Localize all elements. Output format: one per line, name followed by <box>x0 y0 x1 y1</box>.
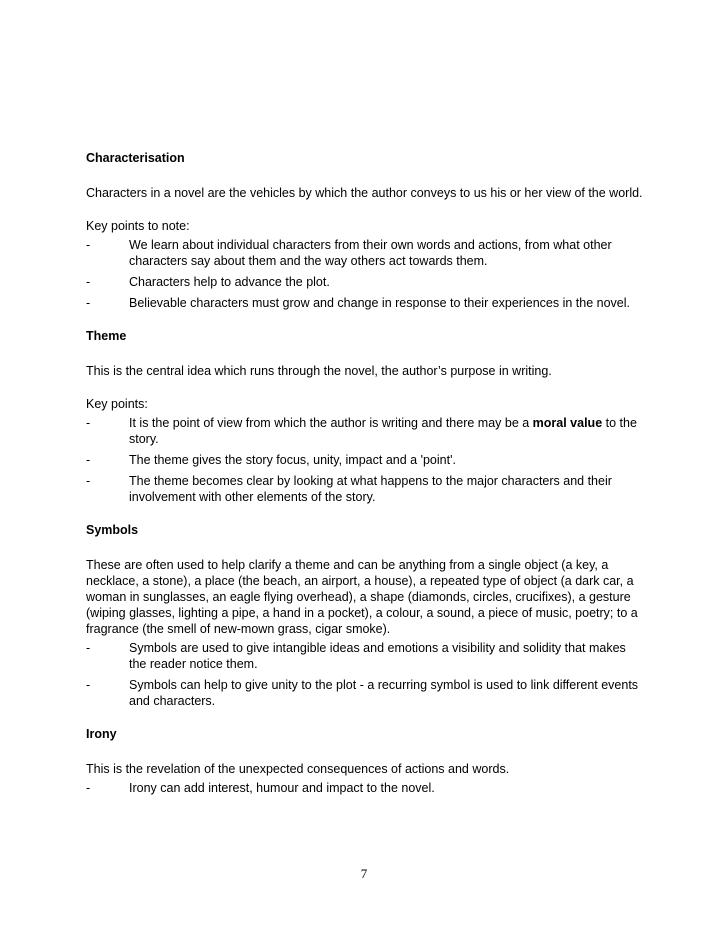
symbols-list <box>86 640 646 709</box>
list-item-text-part: to the story. <box>129 416 637 446</box>
list-item <box>86 677 646 709</box>
list-item-text: The theme gives the story focus, unity, impact and a 'point'. <box>129 453 456 467</box>
bullet-dash: - <box>86 296 91 310</box>
list-item <box>86 452 646 468</box>
list-item-text: Irony can add interest, humour and impact to the novel. <box>129 781 435 795</box>
bullet-dash: - <box>86 275 91 289</box>
bullet-dash: - <box>86 474 91 488</box>
moral-value-emphasis: moral value <box>532 416 603 430</box>
list-item-text: Characters help to advance the plot. <box>129 275 330 289</box>
section-heading-symbols: Symbols <box>86 523 139 537</box>
characterisation-intro: Characters in a novel are the vehicles by which the author conveys to us his or her view of the world. <box>86 186 643 200</box>
irony-intro: This is the revelation of the unexpected consequences of actions and words. <box>86 762 510 776</box>
section-heading-theme: Theme <box>86 329 127 343</box>
bullet-dash: - <box>86 238 91 252</box>
irony-list <box>86 780 646 796</box>
list-item-text-part: It is the point of view from which the author is writing and there may be a <box>129 416 533 430</box>
characterisation-list <box>86 237 646 311</box>
page-content <box>86 150 646 813</box>
bullet-dash: - <box>86 453 91 467</box>
bullet-dash: - <box>86 641 91 655</box>
list-item <box>86 415 646 447</box>
list-item <box>86 237 646 269</box>
list-item-text: Symbols are used to give intangible ideas and emotions a visibility and solidity that makes the reader notice them. <box>129 641 626 671</box>
bullet-dash: - <box>86 781 91 795</box>
list-item-text: The theme becomes clear by looking at what happens to the major characters and their involvement with other elements of the story. <box>129 474 612 504</box>
theme-list <box>86 415 646 505</box>
list-item-text: Believable characters must grow and change in response to their experiences in the novel. <box>129 296 630 310</box>
list-item-text: Symbols can help to give unity to the plot - a recurring symbol is used to link different events and characters. <box>129 678 639 708</box>
section-heading-irony: Irony <box>86 727 117 741</box>
list-item-text: We learn about individual characters from their own words and actions, from what other characters say about them and the way others act towards them. <box>129 238 612 268</box>
theme-key-label: Key points: <box>86 397 148 411</box>
characterisation-key-label: Key points to note: <box>86 219 190 233</box>
list-item <box>86 295 646 311</box>
list-item <box>86 640 646 672</box>
bullet-dash: - <box>86 416 91 430</box>
theme-intro: This is the central idea which runs through the novel, the author’s purpose in writing. <box>86 364 552 378</box>
list-item-text <box>129 415 646 447</box>
bullet-dash: - <box>86 678 91 692</box>
symbols-intro: These are often used to help clarify a theme and can be anything from a single object (a key, a necklace, a stone), a place (the beach, an airport, a house), a repeated type of object (a dark car, a woman in sunglasses, an eagle flying overhead), a shape (diamonds, circles, crucifixes), a gesture (wiping glasses, lighting a pipe, a hand in a pocket), a colour, a sound, a piece of music, poetry; to a fragrance (the smell of new-mown grass, cigar smoke). <box>86 558 638 636</box>
list-item <box>86 274 646 290</box>
list-item <box>86 473 646 505</box>
list-item <box>86 780 646 796</box>
section-heading-characterisation: Characterisation <box>86 151 185 165</box>
page-number: 7 <box>360 866 368 881</box>
